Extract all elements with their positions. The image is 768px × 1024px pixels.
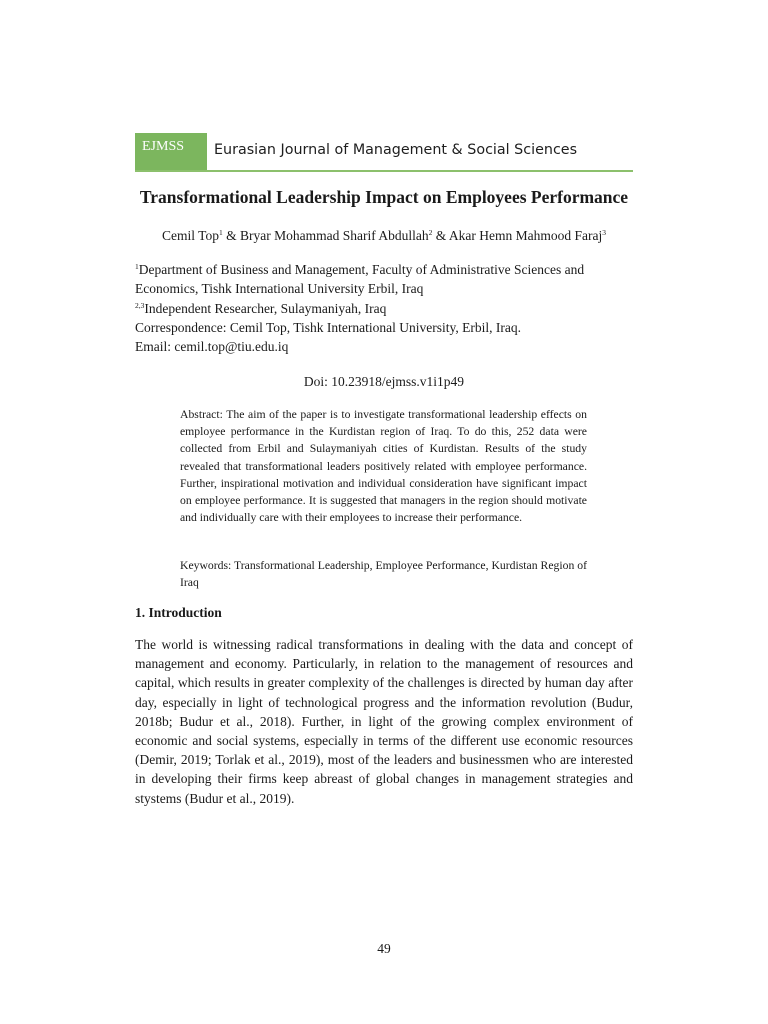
page-number: 49 [377,941,391,956]
header-rule [135,170,633,172]
email: Email: cemil.top@tiu.edu.iq [135,339,289,355]
author-affiliation-mark: 1 [218,228,223,237]
journal-header [135,133,633,173]
journal-logo-badge: EJMSS [135,133,207,170]
author-list [0,228,768,244]
author-affiliation-mark: 3 [602,228,606,237]
abstract-text: Abstract: The aim of the paper is to investigate transformational leadership effects on employee performance in the Kurdistan region of Iraq. To do this, 252 data were collected from Erbil and Sulaymaniyah cities of Kurdistan. Results of the study revealed that transformational leaders positively related with employee performance. Further, inspirational motivation and individual consideration have significant impact on employee performance. It is suggested that managers in the region should motivate and individually care with their employees to increase their performance. [180,408,587,525]
paragraph-line: economic and social systems, especially in terms of the different use economic resources [135,733,633,749]
section-heading: 1. Introduction [135,605,222,620]
correspondence: Correspondence: Cemil Top, Tishk International University, Erbil, Iraq. [135,319,521,335]
doi: Doi: 10.23918/ejmss.v1i1p49 [303,374,465,389]
affiliation-mark: 2,3 [135,300,145,310]
author-separator: & [432,228,449,243]
author-separator: & [222,228,240,243]
affiliation-2-text: Independent Researcher, Sulaymaniyah, Iraq [144,300,387,316]
affiliation-1-line-1: Department of Business and Management, Faculty of Administrative Sciences and [138,262,585,277]
paragraph-line: The world is witnessing radical transformations in dealing with the data and concept of [135,637,633,652]
paragraph-line: capital, which results in greater complexity of the challenges is directed by human day after [135,675,633,691]
author-affiliation-mark: 2 [428,228,433,237]
paragraph-line: in developing their firms keep abreast of global changes in management strategies and [135,771,633,787]
paragraph-line: 2018b; Budur et al., 2018). Further, in light of the growing complex environment of [135,713,633,729]
paper-title: Transformational Leadership Impact on Employees Performance [139,187,629,207]
keywords [180,557,587,591]
affiliation-mark: 1 [135,262,139,271]
keywords-text: Keywords: Transformational Leadership, Employee Performance, Kurdistan Region of Iraq [180,559,587,590]
paragraph-line: (Demir, 2019; Torlak et al., 2019), most of the leaders and businessmen who are interested [135,752,633,768]
paragraph-line: day, especially in light of technological progress and the information revolution (Budur, [135,694,633,710]
abstract [180,406,587,526]
affiliation-2 [135,299,633,318]
introduction-paragraph [135,635,633,808]
affiliations-block [135,260,633,356]
author-name: Cemil Top [162,228,219,243]
paragraph-line: stystems (Budur et al., 2019). [135,790,295,806]
paragraph-line: management and economy. Particularly, in relation to the management of resources and [135,656,633,672]
affiliation-1 [135,260,633,279]
journal-name: Eurasian Journal of Management & Social Sciences [214,142,578,158]
author-name: Bryar Mohammad Sharif Abdullah [240,228,429,243]
affiliation-1-line-2: Economics, Tishk International University Erbil, Iraq [135,281,424,297]
author-name: Akar Hemn Mahmood Faraj [448,228,603,243]
